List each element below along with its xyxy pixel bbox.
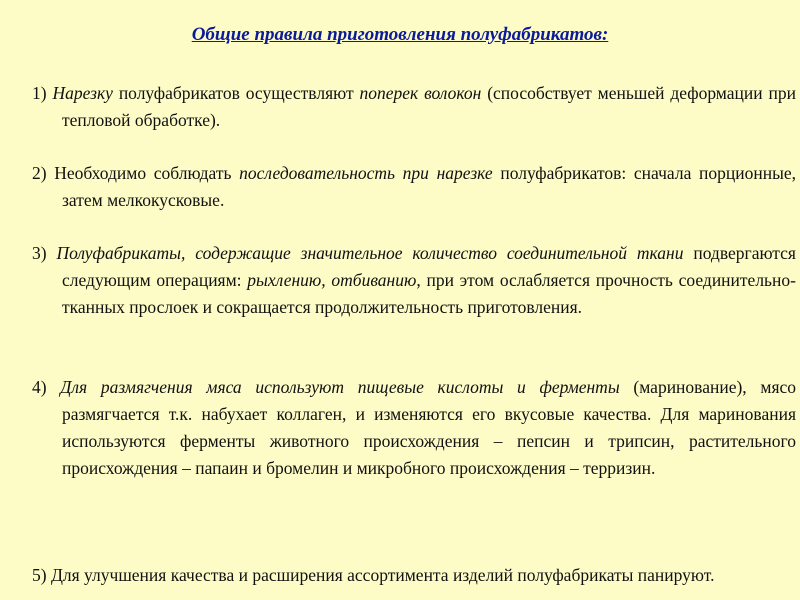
item-text-5: [51, 565, 715, 585]
plain-text: (маринование), мясо размягчается т.к. набухает коллаген, и изменяются его вкусовые качества. Для маринования используются ферменты животного происхождения – пепсин и трипсин, растительного происхождения – папаин и бромелин и микробного происхождения – терризин.: [62, 377, 797, 478]
item-text-4: [60, 377, 796, 478]
italic-phrase: последовательность при нарезке: [239, 163, 493, 183]
item-text-1: [52, 83, 796, 130]
item-number: 2): [32, 163, 47, 183]
plain-text: полуфабрикатов: сначала порционные, затем мелкокусковые.: [62, 163, 796, 210]
italic-phrase: Нарезку: [52, 83, 113, 103]
rule-item-5: [32, 562, 796, 589]
italic-phrase: Полуфабрикаты, содержащие значительное количество соединительной ткани: [56, 243, 684, 263]
item-number: 4): [32, 377, 47, 397]
plain-text: , при этом ослабляется прочность соединительно-тканных прослоек и сокращается продолжительность приготовления.: [62, 270, 796, 317]
rule-item-3: [32, 240, 796, 321]
rule-item-2: [32, 160, 796, 214]
plain-text: (способствует меньшей деформации при тепловой обработке).: [62, 83, 796, 130]
plain-text: Необходимо соблюдать: [54, 163, 240, 183]
plain-text: полуфабрикатов осуществляют: [112, 83, 360, 103]
rule-item-4: [32, 374, 796, 482]
plain-text: подвергаются следующим операциям:: [62, 243, 796, 290]
item-text-3: [56, 243, 796, 317]
italic-phrase: поперек волокон: [359, 83, 482, 103]
item-number: 5): [32, 565, 47, 585]
slide-title: Общие правила приготовления полуфабрикатов:: [191, 24, 609, 45]
rule-item-1: [32, 80, 796, 134]
item-number: 3): [32, 243, 47, 263]
item-number: 1): [32, 83, 47, 103]
item-text-2: [54, 163, 796, 210]
italic-phrase: рыхлению, отбиванию: [247, 270, 417, 290]
italic-phrase: Для размягчения мяса используют пищевые кислоты и ферменты: [60, 377, 620, 397]
plain-text: Для улучшения качества и расширения ассортимента изделий полуфабрикаты панируют.: [50, 565, 715, 585]
